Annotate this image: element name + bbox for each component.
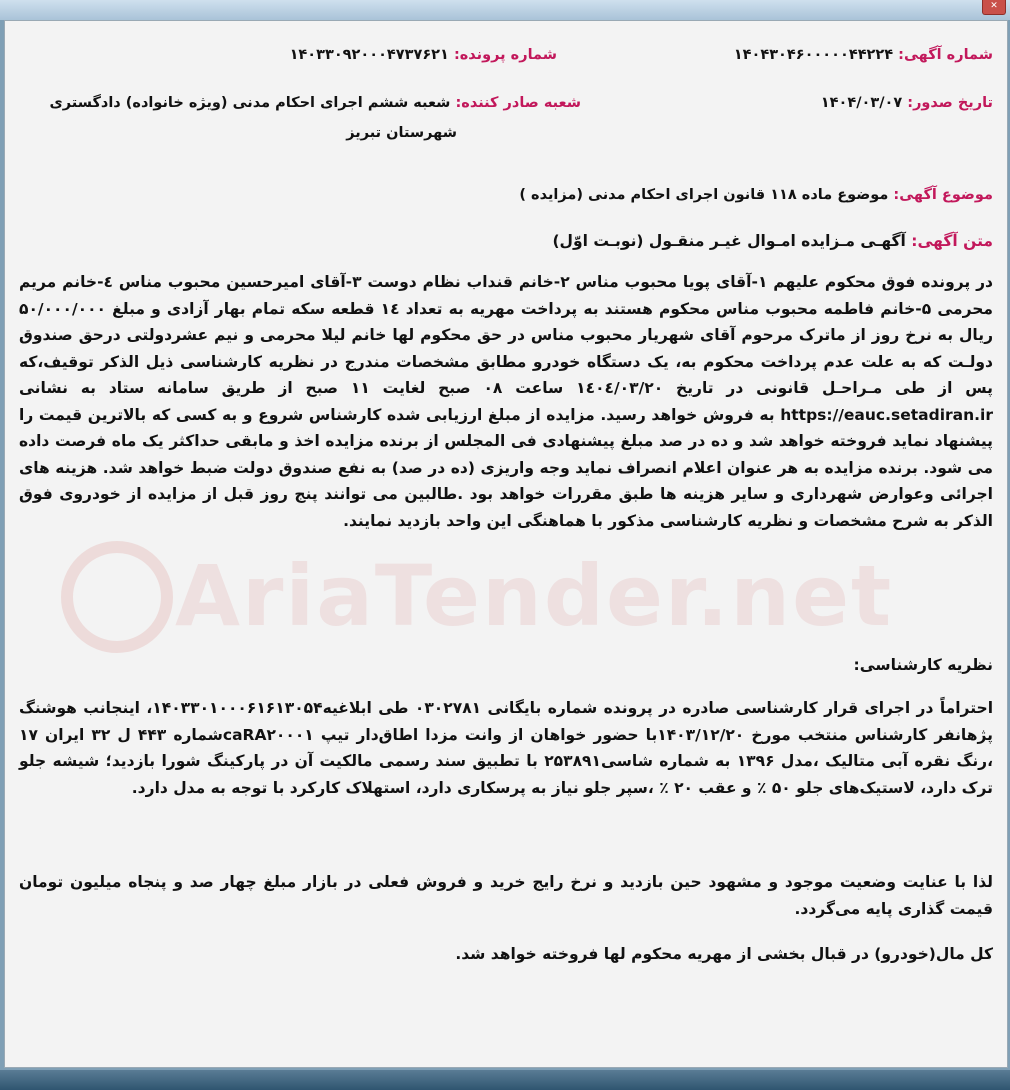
issuer-line1: شعبه ششم اجرای احکام مدنی (ویژه خانواده) دادگستری [49, 95, 451, 111]
issue-date-label: تاریخ صدور: [907, 95, 993, 111]
issuer-line2: شهرستان تبریز [346, 125, 457, 141]
subject-value: موضوع ماده ۱۱۸ قانون اجرای احکام مدنی (مزایده ) [519, 187, 889, 203]
issuer-label: شعبه صادر کننده: [455, 95, 581, 111]
notice-document [4, 20, 1008, 1068]
notice-text-label: متن آگهی: [911, 232, 993, 250]
case-number-label: شماره پرونده: [453, 47, 557, 63]
window-bottom-bar [0, 1070, 1010, 1090]
expert-paragraph-2: لذا با عنایت وضعیت موجود و مشهود حین بازدید و نرخ رایج خرید و فروش فعلی در بازار مبلغ چهار صد و پنجاه میلیون تومان قیمت گذاری پایه می‌گردد. [19, 873, 993, 918]
notice-title [552, 229, 993, 253]
case-number [290, 43, 557, 67]
notice-number-label: شماره آگهی: [898, 47, 993, 63]
expert-paragraph-3: کل مال(خودرو) در قبال بخشی از مهریه محکوم لها فروخته خواهد شد. [455, 945, 993, 963]
watermark-logo-icon [61, 541, 173, 653]
issue-date-value: ۱۴۰۴/۰۳/۰۷ [820, 95, 903, 111]
watermark [45, 529, 894, 659]
notice-number [734, 43, 993, 67]
watermark-text: AriaTender.net [175, 547, 894, 645]
issuer [49, 91, 581, 115]
notice-body-paragraph: در پرونده فوق محکوم علیهم ۱-آقای پویا محبوب مناس ۲-خانم قنداب نظام دوست ۳-آقای امیرحسین محبوب مناس ٤-خانم مریم محرمی ۵-خانم فاطمه محبوب مناس محکوم هستند به پرداخت مهریه به تعداد ۱٤ قطعه سکه تمام بهار آزادی و مبلغ ۵۰/۰۰۰/۰۰۰ ریال به نرخ روز از ماترک مرحوم آقای شهریار محبوب مناس در حق محکوم لها خانم لیلا محرمی و نیم عشردولتی درحق صندوق دولـت که به علت عدم پرداخت محکوم به، یک دستگاه خودرو مطابق مشخصات مندرج در نظریه کارشناسی ذیل الذکر توقیف،که پس از طی مـراحـل قانونی در تاریخ ۱٤۰٤/۰۳/۲۰ ساعت ۰۸ صبح لغایت ۱۱ صبح از طریق سامانه ستاد به نشانی https://eauc.setadiran.ir به فروش خواهد رسید. مزایده از مبلغ ارزیابی شده کارشناس شروع و به کسی که بالاترین قیمت را پیشنهاد نماید فروخته خواهد شد و ده در صد مبلغ پیشنهادی فی المجلس از برنده مزایده اخذ و مابقی حداکثر یک ماه فرصت داده می شود. برنده مزایده به هر عنوان اعلام انصراف نماید وجه واریزی (ده در صد) به نفع صندوق دولت ضبط خواهد شد. هزینه های اجرائی وعوارض شهرداری و سایر هزینه ها طبق مقررات خواهد بود .طالبین می توانند پنج روز قبل از مزایده از خودروی فوق الذکر به شرح مشخصات و نظریه کارشناسی مذکور با هماهنگی این واحد بازدید نمایند. [19, 273, 994, 530]
expert-heading: نظریه کارشناسی: [853, 656, 993, 674]
subject [519, 183, 993, 207]
subject-label: موضوع آگهی: [893, 187, 993, 203]
expert-paragraph-1: احتراماً در اجرای قرار کارشناسی صادره در پرونده شماره بایگانی ۰۳۰۲۷۸۱ طی ابلاغیه۱۴۰۳۳۰۱۰۰۰۶۱۶۱۳۰۵۴، اینجانب هوشنگ پژهانفر کارشناس منتخب مورخ ۱۴۰۳/۱۲/۲۰با حضور خواهان از وانت مزدا اطاق‌دار تیپ caRA۲۰۰۰۱شماره ۴۴۳ ل ۳۲ ایران ۱۷ ،رنگ نقره آبی متالیک ،مدل ۱۳۹۶ به شماره شاسی۲۵۳۸۹۱ با تطبیق سند رسمی مالکیت آن در پارکینگ شورا بازدید؛ شیشه جلو ترک دارد، لاستیک‌های جلو ۵۰ ٪ و عقب ۲۰ ٪ ،سپر جلو نیاز به پرسکاری دارد، استهلاک کارکرد با توجه به مدل دارد. [19, 699, 994, 797]
issue-date [821, 91, 993, 115]
close-icon[interactable]: ✕ [982, 0, 1006, 15]
case-number-value: ۱۴۰۳۳۰۹۲۰۰۰۴۷۳۷۶۲۱ [289, 47, 449, 63]
notice-number-value: ۱۴۰۴۳۰۴۶۰۰۰۰۰۴۴۲۲۴ [733, 47, 894, 63]
notice-text-title: آگهـی مـزایده امـوال غیـر منقـول (نوبـت اوّل) [552, 232, 906, 250]
window-titlebar [0, 0, 1010, 20]
